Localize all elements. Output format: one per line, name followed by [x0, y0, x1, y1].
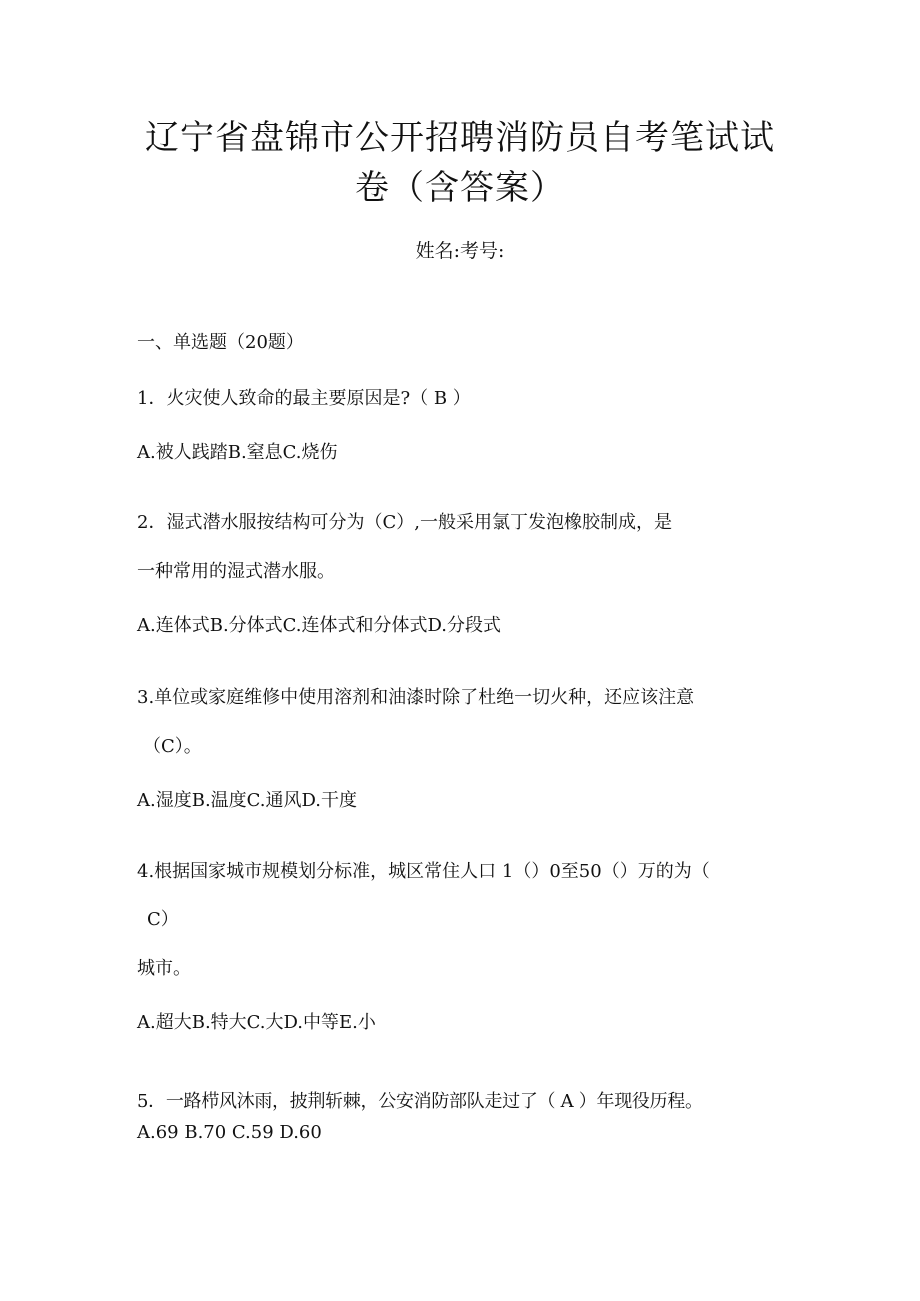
question-2-options: A.连体式B.分体式C.连体式和分体式D.分段式: [137, 615, 502, 636]
question-4-text-line-1: 4.根据国家城市规模划分标准，城区常住人口 1（）0至50（）万的为（: [137, 861, 710, 882]
document-title-line-2: 卷（含答案）: [355, 168, 565, 208]
question-4-options: A.超大B.特大C.大D.中等E.小: [137, 1012, 376, 1033]
section-heading: 一、单选题（20题）: [137, 332, 304, 353]
question-1-text: 1．火灾使人致命的最主要原因是?（ B ）: [137, 388, 471, 409]
question-1-options: A.被人践踏B.窒息C.烧伤: [137, 442, 338, 463]
question-2-text-line-2: 一种常用的湿式潜水服。: [137, 561, 335, 582]
document-title-line-1: 辽宁省盘锦市公开招聘消防员自考笔试试: [145, 118, 775, 158]
name-and-exam-number-field: 姓名:考号:: [415, 240, 505, 262]
question-5-options: A.69 B.70 C.59 D.60: [137, 1122, 322, 1143]
question-3-options: A.湿度B.温度C.通风D.干度: [137, 790, 358, 811]
question-4-text-line-2: C）: [147, 909, 179, 930]
question-4-text-line-3: 城市。: [137, 958, 191, 979]
question-5-text: 5．一路栉风沐雨，披荆斩棘，公安消防部队走过了（ A ）年现役历程。: [137, 1091, 703, 1112]
question-3-text-line-1: 3.单位或家庭维修中使用溶剂和油漆时除了杜绝一切火种，还应该注意: [137, 687, 695, 708]
question-3-text-line-2: （C）。: [143, 736, 202, 757]
question-2-text-line-1: 2．湿式潜水服按结构可分为（C）,一般采用氯丁发泡橡胶制成，是: [137, 512, 672, 533]
